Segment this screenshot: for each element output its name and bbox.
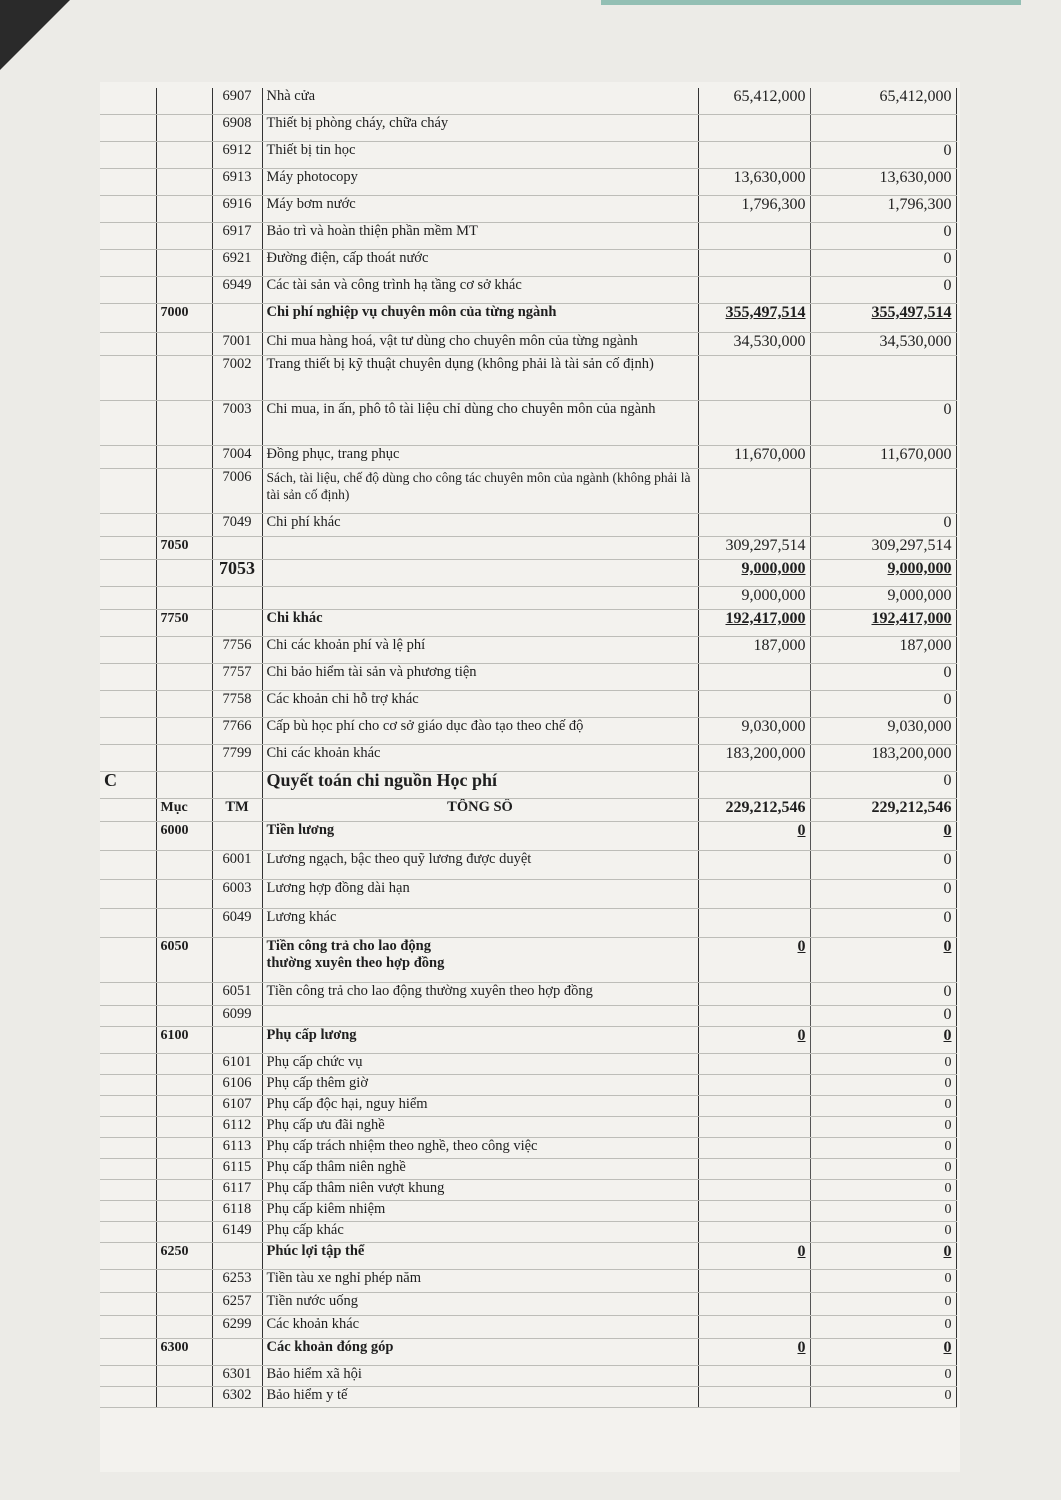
cell-text: Tiền tàu xe nghỉ phép năm <box>266 1270 422 1286</box>
item-row-7004 <box>100 446 956 469</box>
item-row-6001 <box>100 851 956 880</box>
item-row-7766 <box>100 718 956 745</box>
item-row-6099 <box>100 1006 956 1027</box>
cell-text: 6257 <box>222 1293 252 1309</box>
cell-text: 0 <box>944 1271 952 1286</box>
cell-text: 9,000,000 <box>887 587 952 604</box>
cell-text: 0 <box>944 1367 952 1382</box>
item-row-6253 <box>100 1270 956 1293</box>
item-row-6257 <box>100 1293 956 1316</box>
cell-text: Chi khác <box>266 610 323 626</box>
group-row-7050 <box>100 537 956 560</box>
cell-text: 229,212,546 <box>871 799 952 816</box>
cell-text: Bảo trì và hoàn thiện phần mềm MT <box>266 223 478 239</box>
cell-text: 6106 <box>222 1075 252 1091</box>
cell-text: 0 <box>797 1339 806 1356</box>
cell-text: 309,297,514 <box>871 537 952 554</box>
cell-text: 6916 <box>222 196 252 212</box>
item-row-7053 <box>100 560 956 587</box>
cell-text: TM <box>225 799 249 815</box>
section-c-row <box>100 772 956 799</box>
cell-text: 11,670,000 <box>880 446 952 463</box>
cell-text: 0 <box>944 1202 952 1217</box>
item-row-6913 <box>100 169 956 196</box>
cell-text: 6250 <box>160 1244 189 1259</box>
cell-text: Tiền lương <box>266 822 335 838</box>
cell-text: 0 <box>944 1055 952 1070</box>
cell-text: 0 <box>944 1388 952 1403</box>
cell-text: 6100 <box>160 1028 189 1043</box>
cell-text: Bảo hiểm xã hội <box>266 1366 362 1382</box>
cell-text: 6118 <box>222 1201 252 1217</box>
item-row-7049 <box>100 514 956 537</box>
cell-text: 13,630,000 <box>879 169 952 186</box>
cell-text: 7000 <box>160 305 189 320</box>
cell-text: 7003 <box>222 401 252 417</box>
cell-text: 355,497,514 <box>725 304 806 321</box>
cell-text: 192,417,000 <box>871 610 952 627</box>
cell-text: 6302 <box>222 1387 252 1403</box>
group-row-7000 <box>100 304 956 333</box>
cell-text: 6099 <box>222 1006 252 1022</box>
cell-text: 7050 <box>160 538 189 553</box>
cell-text: Phụ cấp trách nhiệm theo nghề, theo công việc <box>266 1138 538 1154</box>
item-row-7799 <box>100 745 956 772</box>
cell-text: 0 <box>944 1223 952 1238</box>
cell-text: 355,497,514 <box>871 304 952 321</box>
cell-text: 6001 <box>222 851 252 867</box>
cell-text: 0 <box>943 514 952 531</box>
cell-text: 6921 <box>222 250 252 266</box>
cell-text: 6949 <box>222 277 252 293</box>
cell-text: 9,000,000 <box>741 587 806 604</box>
cell-text: 6113 <box>222 1138 252 1154</box>
item-row-6051 <box>100 983 956 1006</box>
cell-text: 9,030,000 <box>741 718 806 735</box>
cell-text: 0 <box>944 1160 952 1175</box>
cell-text: 0 <box>943 664 952 681</box>
cell-text: 7766 <box>222 718 252 734</box>
cell-text: 0 <box>943 772 952 789</box>
item-row-6907 <box>100 88 956 115</box>
cell-text: Nhà cửa <box>266 88 316 104</box>
cell-text: Sách, tài liệu, chế độ dùng cho công tác chuyên môn của ngành (không phải là tài sản cố định) <box>266 470 691 502</box>
item-row-6113 <box>100 1138 956 1159</box>
cell-text: Chi các khoản khác <box>266 745 381 761</box>
cell-text: 6049 <box>222 909 252 925</box>
item-row-6908 <box>100 115 956 142</box>
cell-text: 7757 <box>222 664 252 680</box>
cell-text: 6050 <box>160 939 189 954</box>
cell-text: Phụ cấp độc hại, nguy hiểm <box>266 1096 428 1112</box>
cell-text: 187,000 <box>753 637 806 654</box>
item-row-7001 <box>100 333 956 356</box>
cell-text: 7006 <box>222 469 252 485</box>
item-row-6917 <box>100 223 956 250</box>
cell-text: 7756 <box>222 637 252 653</box>
cell-text: 6115 <box>222 1159 252 1175</box>
cell-text: Máy photocopy <box>266 169 358 185</box>
group-row-6300 <box>100 1339 956 1366</box>
item-row-7756 <box>100 637 956 664</box>
cell-text: Trang thiết bị kỹ thuật chuyên dụng (không phải là tài sản cố định) <box>266 356 654 372</box>
cell-text: 6908 <box>222 115 252 131</box>
item-row-7003 <box>100 401 956 446</box>
cell-text: 187,000 <box>899 637 952 654</box>
cell-text: 0 <box>943 142 952 159</box>
cell-text: 7750 <box>160 611 189 626</box>
item-row-7002 <box>100 356 956 401</box>
cell-text: 9,000,000 <box>741 560 806 577</box>
item-row-6916 <box>100 196 956 223</box>
cell-text: 6912 <box>222 142 252 158</box>
cell-text: 6149 <box>222 1222 252 1238</box>
cell-text: 6253 <box>222 1270 252 1286</box>
cell-text: 0 <box>797 938 806 955</box>
item-row-6003 <box>100 880 956 909</box>
cell-text: Chi các khoản phí và lệ phí <box>266 637 426 653</box>
item-row-7757 <box>100 664 956 691</box>
cell-text-line: thường xuyên theo hợp đồng <box>266 955 445 971</box>
group-row-6250 <box>100 1243 956 1270</box>
subtotal-row <box>100 587 956 610</box>
cell-text: 6107 <box>222 1096 252 1112</box>
cell-text: 0 <box>943 909 952 926</box>
cell-text: 65,412,000 <box>733 88 806 105</box>
cell-text: 0 <box>943 938 952 955</box>
cell-text: 0 <box>943 1243 952 1260</box>
cell-text: 6003 <box>222 880 252 896</box>
cell-text: 6913 <box>222 169 252 185</box>
cell-text: TỔNG SỐ <box>447 799 513 815</box>
cell-text: 0 <box>944 1139 952 1154</box>
cell-text: 0 <box>797 822 806 839</box>
cell-text: 309,297,514 <box>725 537 806 554</box>
cell-text: Thiết bị phòng cháy, chữa cháy <box>266 115 449 131</box>
item-row-6921 <box>100 250 956 277</box>
cell-text: Lương hợp đồng dài hạn <box>266 880 410 896</box>
cell-text: Cấp bù học phí cho cơ sở giáo dục đào tạo theo chế độ <box>266 718 584 734</box>
cell-text: 0 <box>943 851 952 868</box>
cell-text: 6907 <box>222 88 252 104</box>
header-row <box>100 799 956 822</box>
cell-text: Chi bảo hiểm tài sản và phương tiện <box>266 664 477 680</box>
cell-text: Chi phí khác <box>266 514 341 530</box>
cell-text: 7001 <box>222 333 252 349</box>
cell-text: 6112 <box>222 1117 252 1133</box>
cell-text: Phụ cấp khác <box>266 1222 344 1238</box>
cell-text: Tiền nước uống <box>266 1293 359 1309</box>
cell-text: 1,796,300 <box>741 196 806 213</box>
cell-text: Chi mua, in ấn, phô tô tài liệu chỉ dùng cho chuyên môn của ngành <box>266 401 656 417</box>
item-row-6112 <box>100 1117 956 1138</box>
cell-text: Thiết bị tin học <box>266 142 356 158</box>
cell-text: Phúc lợi tập thể <box>266 1243 365 1259</box>
cell-text: 0 <box>944 1076 952 1091</box>
cell-text: Bảo hiểm y tế <box>266 1387 348 1403</box>
cell-text: 6117 <box>222 1180 252 1196</box>
cell-text: 0 <box>943 822 952 839</box>
cell-text: 6101 <box>222 1054 252 1070</box>
cell-text: 7049 <box>222 514 252 530</box>
group-row-6000 <box>100 822 956 851</box>
cell-text: Quyết toán chi nguồn Học phí <box>266 771 498 790</box>
cell-text: 6300 <box>160 1340 189 1355</box>
cell-text: 1,796,300 <box>887 196 952 213</box>
item-row-6118 <box>100 1201 956 1222</box>
cell-text: 229,212,546 <box>725 799 806 816</box>
cell-text: 0 <box>944 1118 952 1133</box>
cell-text: Các khoản khác <box>266 1316 360 1332</box>
cell-text: 7002 <box>222 356 252 372</box>
cell-text: Phụ cấp kiêm nhiệm <box>266 1201 386 1217</box>
item-row-7006 <box>100 469 956 514</box>
item-row-7758 <box>100 691 956 718</box>
cell-text: Tiền công trả cho lao động thường xuyên theo hợp đồng <box>266 983 593 999</box>
cell-text: 0 <box>943 1339 952 1356</box>
budget-settlement-table <box>100 88 957 1408</box>
cell-text: 9,000,000 <box>887 560 952 577</box>
cell-text: Các khoản đóng góp <box>266 1339 394 1355</box>
cell-text: C <box>104 771 117 790</box>
item-row-6149 <box>100 1222 956 1243</box>
cell-text: 6051 <box>222 983 252 999</box>
cell-text: Phụ cấp lương <box>266 1027 357 1043</box>
item-row-6117 <box>100 1180 956 1201</box>
cell-text: Các khoản chi hỗ trợ khác <box>266 691 419 707</box>
cell-text: 34,530,000 <box>879 333 952 350</box>
cell-text: Mục <box>160 800 188 815</box>
cell-text: 7799 <box>222 745 252 761</box>
item-row-6049 <box>100 909 956 938</box>
cell-text: 7758 <box>222 691 252 707</box>
cell-text: Các tài sản và công trình hạ tầng cơ sở khác <box>266 277 522 293</box>
cell-text: 0 <box>943 277 952 294</box>
cell-text: Lương khác <box>266 909 337 925</box>
cell-text: Phụ cấp ưu đãi nghề <box>266 1117 385 1133</box>
cell-text: Đường điện, cấp thoát nước <box>266 250 429 266</box>
cell-text: 0 <box>944 1181 952 1196</box>
cell-text: 7004 <box>222 446 252 462</box>
cell-text: 6299 <box>222 1316 252 1332</box>
cell-text: Phụ cấp chức vụ <box>266 1054 363 1070</box>
group-row-6050 <box>100 938 956 983</box>
item-row-6107 <box>100 1096 956 1117</box>
item-row-6302 <box>100 1387 956 1408</box>
item-row-6949 <box>100 277 956 304</box>
item-row-6301 <box>100 1366 956 1387</box>
cell-text: 0 <box>943 401 952 418</box>
cell-text: 9,030,000 <box>887 718 952 735</box>
cell-text: 0 <box>944 1294 952 1309</box>
cell-text: Phụ cấp thêm giờ <box>266 1075 368 1091</box>
group-row-7750 <box>100 610 956 637</box>
cell-text: 183,200,000 <box>871 745 952 762</box>
cell-text: 0 <box>943 1027 952 1044</box>
page-corner-shadow <box>0 0 70 70</box>
cell-text-line: Tiền công trả cho lao động <box>266 938 431 954</box>
cell-text: 0 <box>944 1097 952 1112</box>
group-row-6100 <box>100 1027 956 1054</box>
cell-text: 65,412,000 <box>879 88 952 105</box>
item-row-6106 <box>100 1075 956 1096</box>
cell-text: 11,670,000 <box>734 446 806 463</box>
cell-text: Đồng phục, trang phục <box>266 446 400 462</box>
cell-text: 7053 <box>219 559 255 578</box>
cell-text: 0 <box>943 880 952 897</box>
cell-text: 0 <box>943 691 952 708</box>
item-row-6912 <box>100 142 956 169</box>
item-row-6299 <box>100 1316 956 1339</box>
cell-text: 6301 <box>222 1366 252 1382</box>
cell-text: 0 <box>797 1027 806 1044</box>
cell-text: 0 <box>943 223 952 240</box>
cell-text: 183,200,000 <box>725 745 806 762</box>
cell-text: Lương ngạch, bậc theo quỹ lương được duyệt <box>266 851 532 867</box>
cell-text: 0 <box>797 1243 806 1260</box>
cell-text: 34,530,000 <box>733 333 806 350</box>
cell-text: Máy bơm nước <box>266 196 356 212</box>
cell-text: Phụ cấp thâm niên vượt khung <box>266 1180 445 1196</box>
cell-text: Phụ cấp thâm niên nghề <box>266 1159 406 1175</box>
cell-text: 0 <box>943 250 952 267</box>
cell-text: Chi mua hàng hoá, vật tư dùng cho chuyên môn của từng ngành <box>266 333 638 349</box>
cell-text: Chi phí nghiệp vụ chuyên môn của từng ngành <box>266 304 557 320</box>
cell-text: 0 <box>943 1006 952 1023</box>
cell-text: 6917 <box>222 223 252 239</box>
item-row-6101 <box>100 1054 956 1075</box>
cell-text: 192,417,000 <box>725 610 806 627</box>
cell-text: 6000 <box>160 823 189 838</box>
cell-text: 0 <box>944 1317 952 1332</box>
item-row-6115 <box>100 1159 956 1180</box>
top-edge-strip <box>601 0 1021 5</box>
cell-text: 0 <box>943 983 952 1000</box>
cell-text: 13,630,000 <box>733 169 806 186</box>
